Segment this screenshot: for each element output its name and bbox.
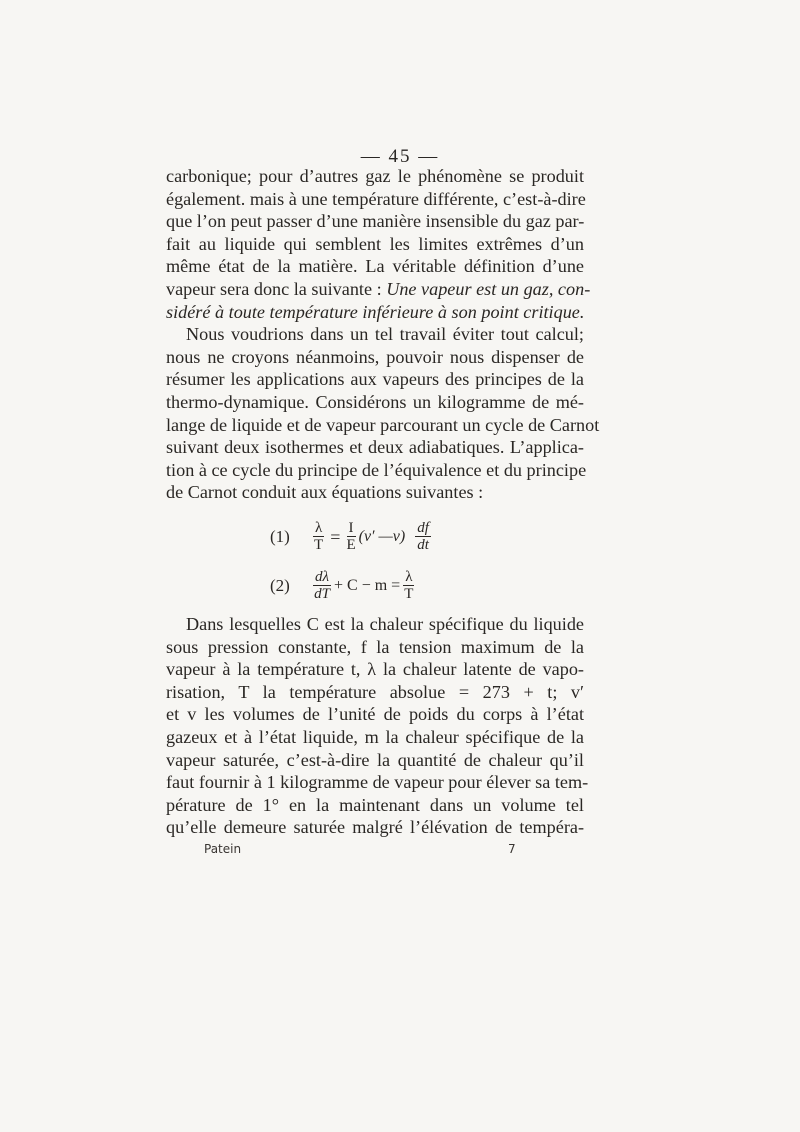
text-line: fait au liquide qui semblent les limites extrêmes d’un (166, 233, 584, 254)
text-line: tion à ce cycle du principe de l’équivalence et du principe (166, 459, 587, 480)
definition-italic: sidéré à toute température inférieure à son point critique. (166, 301, 585, 322)
equals-sign: = (330, 526, 341, 547)
text-line: et v les volumes de l’unité de poids du corps à l’état (166, 704, 584, 725)
text-line: pérature de 1° en la maintenant dans un volume tel (166, 794, 584, 815)
fraction (313, 520, 324, 554)
denominator: T (314, 537, 324, 553)
fraction (313, 569, 331, 603)
text-plain: vapeur sera donc la suivante : (166, 278, 387, 299)
text-line: faut fournir à 1 kilogramme de vapeur pour élever sa tem- (166, 772, 589, 793)
volume-difference: (v′ —v) (358, 528, 406, 545)
body-text (166, 165, 600, 504)
text-line: risation, T la température absolue = 273 + t; v′ (166, 681, 584, 702)
text-line: de Carnot conduit aux équations suivantes : (166, 482, 484, 503)
denominator: E (346, 537, 356, 553)
text-line: également. mais à une température différente, c’est-à-dire (166, 188, 586, 209)
fraction (415, 520, 431, 554)
numerator: λ (315, 520, 323, 536)
footer-signature: 7 (508, 842, 516, 856)
text-line: vapeur à la température t, λ la chaleur latente de vapo- (166, 659, 584, 680)
text-line: que l’on peut passer d’une manière insensible du gaz par- (166, 211, 585, 232)
numerator: I (348, 520, 354, 536)
text-line: qu’elle demeure saturée malgré l’élévation de tempéra- (166, 817, 584, 838)
fraction (346, 520, 355, 554)
body-text-continued (166, 613, 589, 839)
text-line: suivant deux isothermes et deux adiabatiques. L’applica- (166, 437, 584, 458)
numerator: dλ (315, 569, 329, 585)
text-line: thermo-dynamique. Considérons un kilogramme de mé- (166, 391, 584, 412)
numerator: df (417, 520, 429, 536)
text-line: gazeux et à l’état liquide, m la chaleur spécifique de la (166, 726, 584, 747)
text-line: vapeur saturée, c’est-à-dire la quantité de chaleur qu’il (166, 749, 584, 770)
page-number: — 45 — (360, 146, 440, 167)
text-line: même état de la matière. La véritable définition d’une (166, 256, 584, 277)
denominator: dT (314, 586, 330, 602)
denominator: dt (417, 537, 429, 553)
equation-label: (1) (270, 527, 290, 546)
text-line: Nous voudrions dans un tel travail éviter tout calcul; (186, 324, 584, 345)
text-line (166, 301, 584, 324)
equation-label: (2) (270, 576, 290, 595)
text-line: nous ne croyons néanmoins, pouvoir nous dispenser de (166, 346, 584, 367)
equation-1 (270, 520, 434, 554)
fraction (403, 569, 414, 603)
text-line (166, 278, 591, 301)
equation-2 (270, 569, 417, 603)
text-line: résumer les applications aux vapeurs des principes de la (166, 369, 584, 390)
footer-author: Patein (204, 842, 242, 856)
text-line: carbonique; pour d’autres gaz le phénomène se produit (166, 166, 584, 186)
text-line: sous pression constante, f la tension maximum de la (166, 636, 584, 657)
text-line: Dans lesquelles C est la chaleur spécifique du liquide (186, 614, 584, 634)
text-line: lange de liquide et de vapeur parcourant un cycle de Carnot (166, 414, 600, 435)
definition-italic: Une vapeur est un gaz, con- (386, 278, 591, 299)
equation-middle: + C − m = (334, 577, 401, 594)
denominator: T (404, 586, 414, 602)
numerator: λ (405, 569, 413, 585)
